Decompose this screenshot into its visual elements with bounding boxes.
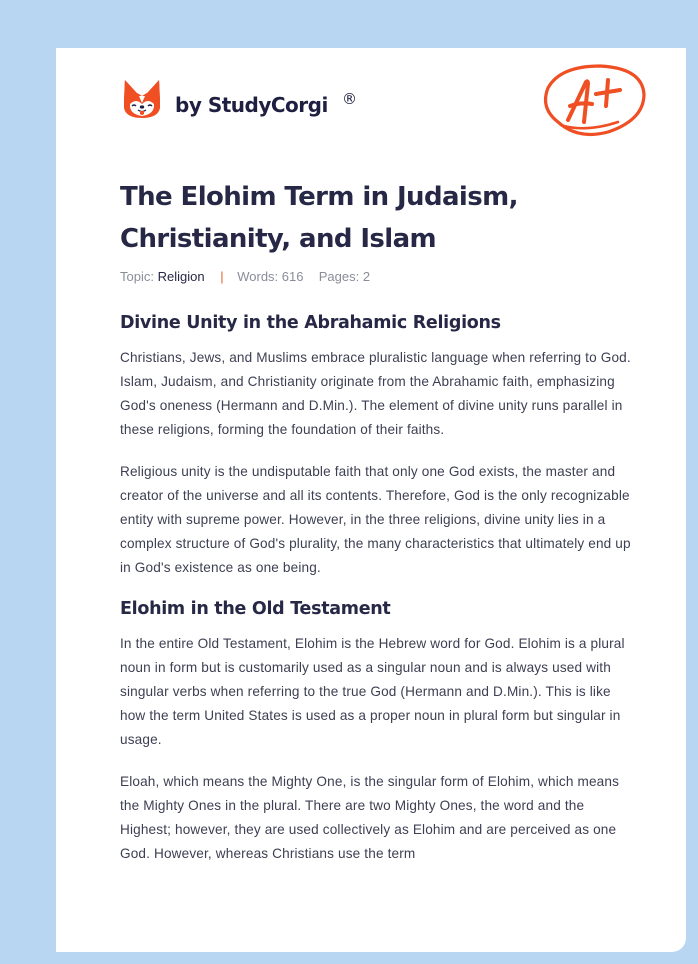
section-heading: Elohim in the Old Testament (120, 599, 391, 619)
paragraph: In the entire Old Testament, Elohim is the Hebrew word for God. Elohim is a plural noun in form but is customarily used as a singular noun and is always used with singular verbs when referring to the true God (Hermann and D.Min.). This is like how the term United States is used as a proper noun in plural form but singular in usage. (120, 636, 625, 747)
pages-count: 2 (362, 269, 371, 284)
logo-text: by StudyCorgi (175, 93, 328, 117)
meta-separator: | (220, 269, 224, 284)
paragraph: Christians, Jews, and Muslims embrace pluralistic language when referring to God. Islam, Judaism, and Christianity originate from the Abrahamic faith, emphasizing God's oneness (Hermann and D.Min.). The element of divine unity runs parallel in these religions, forming the foundation of their faiths. (120, 350, 631, 437)
paragraph: Religious unity is the undisputable faith that only one God exists, the master and creator of the universe and all its contents. Therefore, God is the only recognizable entity with supreme power. However, in the three religions, divine unity lies in a complex structure of God's plurality, the many characteristics that ultimately end up in God's existence as one being. (120, 464, 631, 575)
studycorgi-logo-link[interactable] (122, 76, 357, 120)
section-heading: Divine Unity in the Abrahamic Religions (120, 313, 501, 333)
words-label: Words: (237, 269, 279, 284)
words-count: 616 (281, 269, 304, 284)
a-plus-grade-icon (538, 60, 648, 140)
topic-label: Topic: (120, 269, 154, 284)
paragraph: Eloah, which means the Mighty One, is the singular form of Elohim, which means the Mighty Ones in the plural. There are two Mighty Ones, the word and the Highest; however, they are used collectively as Elohim and are perceived as one God. However, whereas Christians use the term (120, 774, 620, 861)
registered-mark: ® (342, 90, 357, 108)
pages-label: Pages: (318, 269, 360, 284)
article-meta (120, 267, 632, 287)
header (56, 48, 686, 158)
document-card (56, 48, 686, 952)
topic-link[interactable]: Religion (157, 269, 205, 284)
article-title: The Elohim Term in Judaism, Christianity, and Islam (120, 182, 518, 254)
corgi-icon (122, 76, 162, 120)
article-content (120, 176, 632, 866)
